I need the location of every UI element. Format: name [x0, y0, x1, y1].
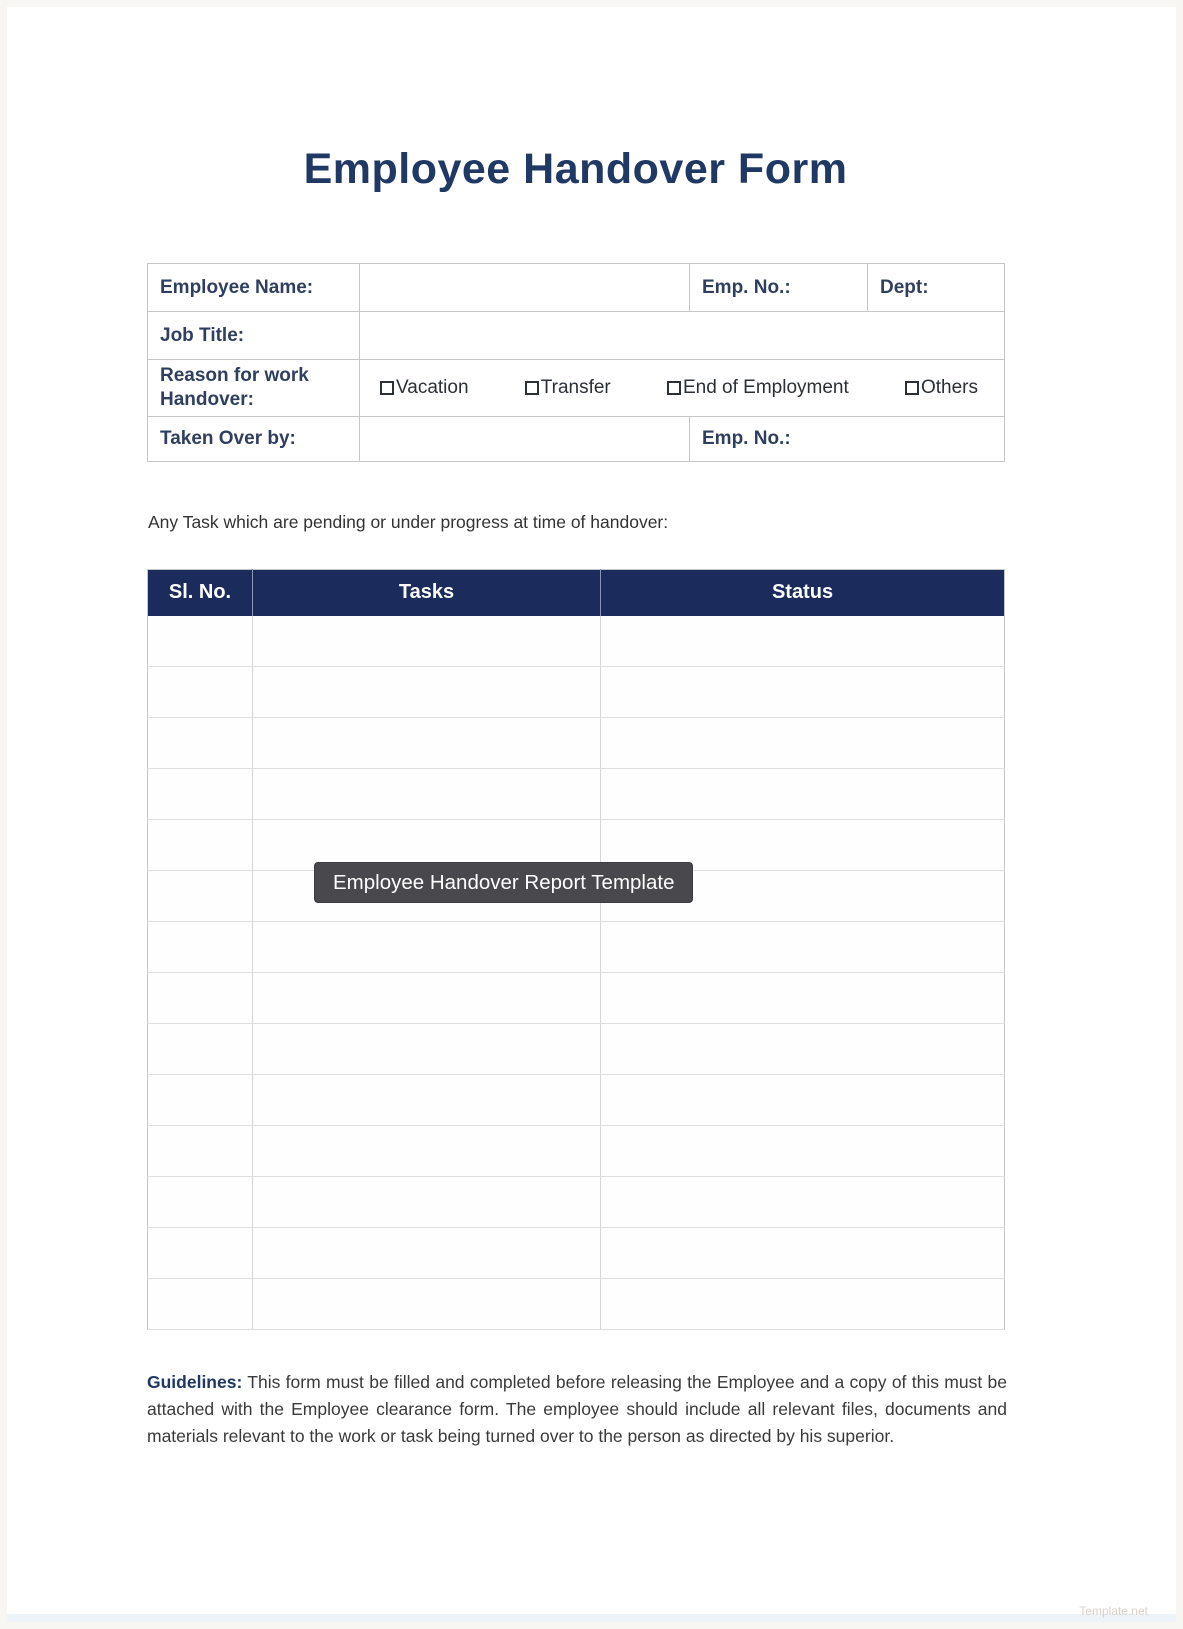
reason-checkbox-group	[372, 377, 992, 399]
task-cell[interactable]	[601, 1075, 1005, 1126]
table-row	[148, 718, 1005, 769]
checkbox-label: End of Employment	[682, 377, 849, 398]
task-cell[interactable]	[601, 616, 1005, 667]
header-status: Status	[601, 570, 1005, 616]
checkbox-label: Transfer	[540, 377, 611, 398]
task-cell[interactable]	[601, 922, 1005, 973]
table-row	[148, 616, 1005, 667]
task-cell[interactable]	[148, 1126, 253, 1177]
hover-tooltip	[314, 862, 693, 903]
table-row	[148, 1024, 1005, 1075]
task-cell[interactable]	[148, 1279, 253, 1330]
task-cell[interactable]	[148, 1024, 253, 1075]
table-row	[148, 1075, 1005, 1126]
task-cell[interactable]	[601, 1177, 1005, 1228]
table-row	[148, 922, 1005, 973]
job-title-field[interactable]	[360, 312, 1005, 360]
task-cell[interactable]	[253, 667, 601, 718]
emp-no-label: Emp. No.:	[690, 264, 868, 312]
task-cell[interactable]	[601, 718, 1005, 769]
task-cell[interactable]	[148, 1228, 253, 1279]
emp-no2-label: Emp. No.:	[690, 417, 1005, 462]
table-row	[148, 667, 1005, 718]
checkbox-end-of-employment[interactable]	[667, 377, 849, 399]
task-cell[interactable]	[253, 1075, 601, 1126]
table-row	[148, 417, 1005, 462]
header-tasks: Tasks	[253, 570, 601, 616]
task-cell[interactable]	[253, 1177, 601, 1228]
checkbox-icon[interactable]	[380, 381, 394, 395]
dept-label: Dept:	[868, 264, 1005, 312]
tasks-table	[147, 569, 1005, 1330]
header-sl-no: Sl. No.	[148, 570, 253, 616]
table-row	[148, 1279, 1005, 1330]
task-cell[interactable]	[148, 1177, 253, 1228]
task-cell[interactable]	[148, 871, 253, 922]
task-cell[interactable]	[253, 718, 601, 769]
task-cell[interactable]	[601, 667, 1005, 718]
checkbox-icon[interactable]	[667, 381, 681, 395]
checkbox-label: Vacation	[396, 377, 469, 398]
task-cell[interactable]	[253, 769, 601, 820]
task-cell[interactable]	[148, 1075, 253, 1126]
reason-label: Reason for work Handover:	[148, 360, 360, 417]
task-cell[interactable]	[253, 1024, 601, 1075]
table-row	[148, 1177, 1005, 1228]
guidelines-text: This form must be filled and completed before releasing the Employee and a copy of this must be attached with the Employee clearance form. The employee should include all relevant files, documents and materials relevant to the work or task being turned over to the person as directed by his superior.	[147, 1372, 1007, 1447]
task-cell[interactable]	[148, 616, 253, 667]
checkbox-icon[interactable]	[905, 381, 919, 395]
checkbox-transfer[interactable]	[525, 377, 611, 399]
employee-name-label: Employee Name:	[148, 264, 360, 312]
task-cell[interactable]	[148, 820, 253, 871]
task-cell[interactable]	[601, 1126, 1005, 1177]
task-cell[interactable]	[148, 922, 253, 973]
taken-over-label: Taken Over by:	[148, 417, 360, 462]
guidelines-label: Guidelines:	[147, 1372, 243, 1392]
task-cell[interactable]	[601, 1228, 1005, 1279]
task-cell[interactable]	[601, 1024, 1005, 1075]
task-cell[interactable]	[148, 667, 253, 718]
task-cell[interactable]	[601, 769, 1005, 820]
page-bottom-strip	[7, 1614, 1176, 1622]
guidelines-paragraph	[147, 1369, 1007, 1450]
task-cell[interactable]	[253, 973, 601, 1024]
watermark-text: Template.net	[1079, 1604, 1148, 1618]
table-header-row	[148, 570, 1005, 616]
table-row	[148, 769, 1005, 820]
tasks-intro-text: Any Task which are pending or under progress at time of handover:	[148, 512, 669, 532]
checkbox-label: Others	[920, 377, 978, 398]
task-cell[interactable]	[148, 973, 253, 1024]
task-cell[interactable]	[148, 769, 253, 820]
tasks-table-header	[148, 570, 1005, 616]
taken-over-field[interactable]	[360, 417, 690, 462]
task-cell[interactable]	[253, 922, 601, 973]
task-cell[interactable]	[253, 616, 601, 667]
table-row	[148, 312, 1005, 360]
table-row	[148, 973, 1005, 1024]
tasks-table-body	[148, 616, 1005, 1330]
page-title: Employee Handover Form	[303, 145, 848, 193]
checkbox-others[interactable]	[905, 377, 978, 399]
reason-options-cell	[360, 360, 1005, 417]
task-cell[interactable]	[601, 1279, 1005, 1330]
table-row	[148, 264, 1005, 312]
task-cell[interactable]	[253, 1126, 601, 1177]
job-title-label: Job Title:	[148, 312, 360, 360]
task-cell[interactable]	[601, 973, 1005, 1024]
task-cell[interactable]	[253, 1279, 601, 1330]
employee-name-field[interactable]	[360, 264, 690, 312]
task-cell[interactable]	[148, 718, 253, 769]
table-row	[148, 1126, 1005, 1177]
employee-info-table	[147, 263, 1005, 462]
checkbox-icon[interactable]	[525, 381, 539, 395]
checkbox-vacation[interactable]	[380, 377, 469, 399]
table-row	[148, 1228, 1005, 1279]
tooltip-text: Employee Handover Report Template	[333, 870, 675, 894]
table-row	[148, 360, 1005, 417]
task-cell[interactable]	[253, 1228, 601, 1279]
